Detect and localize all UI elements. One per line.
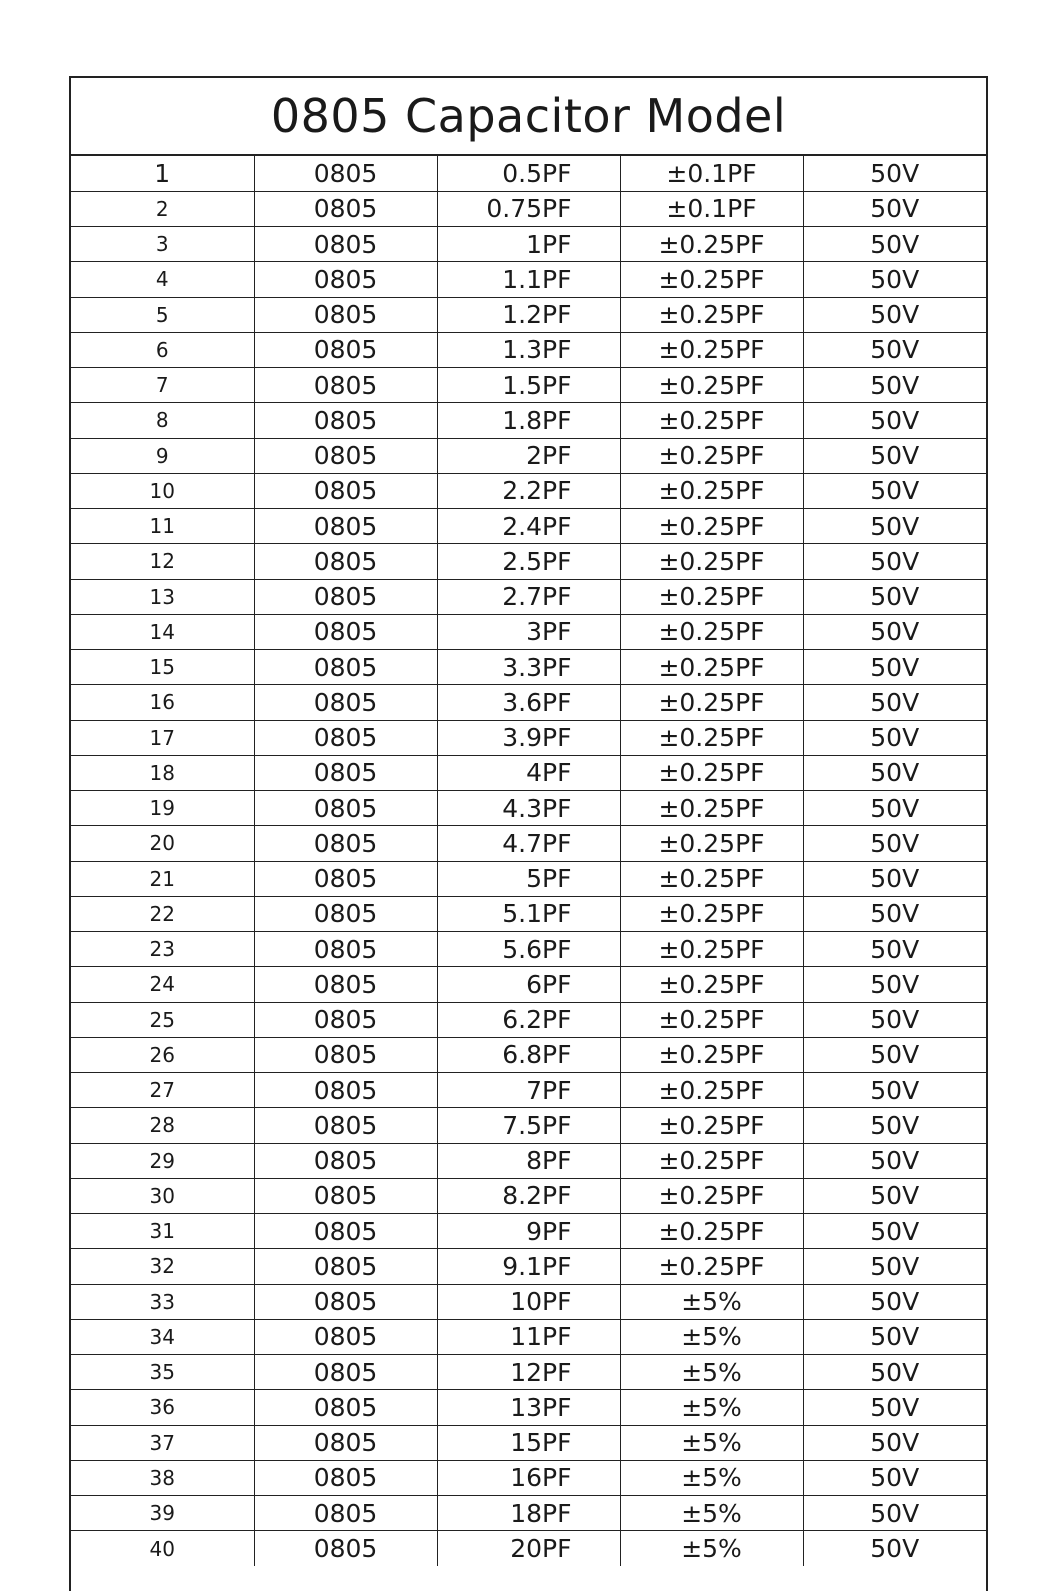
- tolerance-cell: ±0.25PF: [620, 720, 803, 755]
- package-size-cell: 0805: [254, 438, 437, 473]
- row-number-cell: 39: [71, 1496, 254, 1531]
- capacitance-cell: 8PF: [437, 1143, 620, 1178]
- capacitance-cell: 5.1PF: [437, 896, 620, 931]
- capacitance-cell: 5.6PF: [437, 932, 620, 967]
- voltage-cell: 50V: [803, 755, 986, 790]
- row-number-cell: 25: [71, 1002, 254, 1037]
- row-number-cell: 2: [71, 191, 254, 226]
- table-row: [71, 1037, 986, 1072]
- table-row: [71, 896, 986, 931]
- package-size-cell: 0805: [254, 614, 437, 649]
- voltage-cell: 50V: [803, 1037, 986, 1072]
- tolerance-cell: ±0.25PF: [620, 473, 803, 508]
- table-row: [71, 967, 986, 1002]
- row-number-cell: 16: [71, 685, 254, 720]
- package-size-cell: 0805: [254, 332, 437, 367]
- row-number-cell: 22: [71, 896, 254, 931]
- capacitance-cell: 7PF: [437, 1073, 620, 1108]
- capacitance-cell: 5PF: [437, 861, 620, 896]
- row-number-cell: 27: [71, 1073, 254, 1108]
- tolerance-cell: ±0.25PF: [620, 332, 803, 367]
- package-size-cell: 0805: [254, 1073, 437, 1108]
- package-size-cell: 0805: [254, 156, 437, 191]
- voltage-cell: 50V: [803, 509, 986, 544]
- capacitance-cell: 4.3PF: [437, 791, 620, 826]
- tolerance-cell: ±0.25PF: [620, 896, 803, 931]
- capacitance-cell: 4PF: [437, 755, 620, 790]
- row-number-cell: 19: [71, 791, 254, 826]
- table-row: [71, 191, 986, 226]
- tolerance-cell: ±0.25PF: [620, 1214, 803, 1249]
- row-number-cell: 28: [71, 1108, 254, 1143]
- voltage-cell: 50V: [803, 191, 986, 226]
- capacitance-cell: 6.8PF: [437, 1037, 620, 1072]
- capacitance-cell: 0.75PF: [437, 191, 620, 226]
- tolerance-cell: ±0.25PF: [620, 227, 803, 262]
- voltage-cell: 50V: [803, 650, 986, 685]
- row-number-cell: 35: [71, 1355, 254, 1390]
- voltage-cell: 50V: [803, 403, 986, 438]
- package-size-cell: 0805: [254, 191, 437, 226]
- capacitance-cell: 2.4PF: [437, 509, 620, 544]
- package-size-cell: 0805: [254, 650, 437, 685]
- table-row: [71, 1143, 986, 1178]
- capacitance-cell: 1.3PF: [437, 332, 620, 367]
- package-size-cell: 0805: [254, 1531, 437, 1566]
- package-size-cell: 0805: [254, 1178, 437, 1213]
- voltage-cell: 50V: [803, 1355, 986, 1390]
- voltage-cell: 50V: [803, 1108, 986, 1143]
- row-number-cell: 12: [71, 544, 254, 579]
- voltage-cell: 50V: [803, 1178, 986, 1213]
- voltage-cell: 50V: [803, 861, 986, 896]
- row-number-cell: 36: [71, 1390, 254, 1425]
- capacitance-cell: 9PF: [437, 1214, 620, 1249]
- table-row: [71, 473, 986, 508]
- table-row: [71, 861, 986, 896]
- voltage-cell: 50V: [803, 227, 986, 262]
- table-row: [71, 1249, 986, 1284]
- table-row: [71, 755, 986, 790]
- tolerance-cell: ±0.25PF: [620, 403, 803, 438]
- tolerance-cell: ±5%: [620, 1425, 803, 1460]
- tolerance-cell: ±5%: [620, 1496, 803, 1531]
- voltage-cell: 50V: [803, 1214, 986, 1249]
- row-number-cell: 26: [71, 1037, 254, 1072]
- voltage-cell: 50V: [803, 332, 986, 367]
- capacitance-cell: 9.1PF: [437, 1249, 620, 1284]
- table-row: [71, 1284, 986, 1319]
- package-size-cell: 0805: [254, 544, 437, 579]
- table-row: [71, 332, 986, 367]
- capacitance-cell: 2.5PF: [437, 544, 620, 579]
- package-size-cell: 0805: [254, 1284, 437, 1319]
- row-number-cell: 1: [71, 156, 254, 191]
- table-row: [71, 544, 986, 579]
- tolerance-cell: ±0.25PF: [620, 685, 803, 720]
- table-row: [71, 614, 986, 649]
- package-size-cell: 0805: [254, 685, 437, 720]
- tolerance-cell: ±0.25PF: [620, 650, 803, 685]
- tolerance-cell: ±0.25PF: [620, 1037, 803, 1072]
- capacitor-table-body: [71, 156, 986, 1566]
- row-number-cell: 33: [71, 1284, 254, 1319]
- capacitance-cell: 8.2PF: [437, 1178, 620, 1213]
- capacitance-cell: 1PF: [437, 227, 620, 262]
- table-row: [71, 1214, 986, 1249]
- row-number-cell: 13: [71, 579, 254, 614]
- voltage-cell: 50V: [803, 1073, 986, 1108]
- tolerance-cell: ±0.25PF: [620, 368, 803, 403]
- tolerance-cell: ±0.25PF: [620, 509, 803, 544]
- package-size-cell: 0805: [254, 826, 437, 861]
- capacitance-cell: 2.2PF: [437, 473, 620, 508]
- package-size-cell: 0805: [254, 1496, 437, 1531]
- voltage-cell: 50V: [803, 791, 986, 826]
- capacitance-cell: 20PF: [437, 1531, 620, 1566]
- package-size-cell: 0805: [254, 262, 437, 297]
- voltage-cell: 50V: [803, 1496, 986, 1531]
- package-size-cell: 0805: [254, 791, 437, 826]
- capacitance-cell: 4.7PF: [437, 826, 620, 861]
- voltage-cell: 50V: [803, 614, 986, 649]
- table-row: [71, 1002, 986, 1037]
- table-row: [71, 509, 986, 544]
- table-row: [71, 1460, 986, 1495]
- table-row: [71, 1073, 986, 1108]
- tolerance-cell: ±0.25PF: [620, 262, 803, 297]
- table-row: [71, 403, 986, 438]
- voltage-cell: 50V: [803, 1425, 986, 1460]
- table-row: [71, 297, 986, 332]
- row-number-cell: 34: [71, 1319, 254, 1354]
- table-row: [71, 227, 986, 262]
- tolerance-cell: ±5%: [620, 1319, 803, 1354]
- table-row: [71, 1531, 986, 1566]
- tolerance-cell: ±0.25PF: [620, 438, 803, 473]
- voltage-cell: 50V: [803, 826, 986, 861]
- row-number-cell: 37: [71, 1425, 254, 1460]
- table-row: [71, 650, 986, 685]
- voltage-cell: 50V: [803, 544, 986, 579]
- capacitance-cell: 12PF: [437, 1355, 620, 1390]
- package-size-cell: 0805: [254, 1214, 437, 1249]
- tolerance-cell: ±0.25PF: [620, 755, 803, 790]
- tolerance-cell: ±0.25PF: [620, 544, 803, 579]
- package-size-cell: 0805: [254, 473, 437, 508]
- voltage-cell: 50V: [803, 297, 986, 332]
- capacitance-cell: 11PF: [437, 1319, 620, 1354]
- table-row: [71, 720, 986, 755]
- voltage-cell: 50V: [870, 1534, 920, 1564]
- tolerance-cell: ±0.25PF: [620, 932, 803, 967]
- row-number-cell: 4: [71, 262, 254, 297]
- capacitance-cell: 6PF: [437, 967, 620, 1002]
- voltage-cell: 50V: [803, 1002, 986, 1037]
- package-size-cell: 0805: [254, 368, 437, 403]
- capacitance-cell: 1.1PF: [437, 262, 620, 297]
- capacitance-cell: 1.5PF: [437, 368, 620, 403]
- capacitance-cell: 1.8PF: [437, 403, 620, 438]
- package-size-cell: 0805: [254, 1319, 437, 1354]
- table-row: [71, 1496, 986, 1531]
- row-number-cell: 3: [71, 227, 254, 262]
- voltage-cell: 50V: [803, 368, 986, 403]
- tolerance-cell: ±0.25PF: [620, 791, 803, 826]
- package-size-cell: 0805: [254, 861, 437, 896]
- table-row: [71, 1319, 986, 1354]
- table-row: [71, 262, 986, 297]
- row-number-cell: 11: [71, 509, 254, 544]
- tolerance-cell: ±0.25PF: [620, 1108, 803, 1143]
- package-size-cell: 0805: [254, 755, 437, 790]
- capacitance-cell: 2PF: [437, 438, 620, 473]
- row-number-cell: 15: [71, 650, 254, 685]
- row-number-cell: 29: [71, 1143, 254, 1178]
- row-number-cell: 14: [71, 614, 254, 649]
- tolerance-cell: ±0.1PF: [620, 191, 803, 226]
- row-number-cell: 17: [71, 720, 254, 755]
- package-size-cell: 0805: [254, 1390, 437, 1425]
- voltage-cell: 50V: [803, 720, 986, 755]
- tolerance-cell: ±5%: [620, 1460, 803, 1495]
- package-size-cell: 0805: [254, 1249, 437, 1284]
- capacitance-cell: 2.7PF: [437, 579, 620, 614]
- tolerance-cell: ±0.25PF: [620, 826, 803, 861]
- page-title: 0805 Capacitor Model: [71, 78, 986, 156]
- row-number-cell: 31: [71, 1214, 254, 1249]
- voltage-cell: 50V: [803, 438, 986, 473]
- capacitance-cell: 10PF: [437, 1284, 620, 1319]
- table-row: [71, 1178, 986, 1213]
- table-row: [71, 156, 986, 191]
- table-row: [71, 932, 986, 967]
- voltage-cell: 50V: [803, 262, 986, 297]
- package-size-cell: 0805: [254, 509, 437, 544]
- capacitance-cell: 7.5PF: [437, 1108, 620, 1143]
- package-size-cell: 0805: [254, 1425, 437, 1460]
- capacitance-cell: 6.2PF: [437, 1002, 620, 1037]
- package-size-cell: 0805: [254, 227, 437, 262]
- package-size-cell: 0805: [254, 1002, 437, 1037]
- voltage-cell: 50V: [803, 1319, 986, 1354]
- row-number-cell: 23: [71, 932, 254, 967]
- tolerance-cell: ±5%: [620, 1531, 803, 1566]
- package-size-cell: 0805: [254, 720, 437, 755]
- table-row: [71, 685, 986, 720]
- capacitance-cell: 3.6PF: [437, 685, 620, 720]
- table-row: [71, 1425, 986, 1460]
- package-size-cell: 0805: [254, 1037, 437, 1072]
- voltage-cell: 50V: [803, 1390, 986, 1425]
- row-number-cell: 30: [71, 1178, 254, 1213]
- package-size-cell: 0805: [254, 896, 437, 931]
- row-number-cell: 21: [71, 861, 254, 896]
- row-number-cell: 20: [71, 826, 254, 861]
- table-row: [71, 1108, 986, 1143]
- capacitance-cell: 0.5PF: [437, 156, 620, 191]
- capacitor-table: [71, 156, 986, 1566]
- capacitance-cell: 3.3PF: [437, 650, 620, 685]
- package-size-cell: 0805: [254, 967, 437, 1002]
- row-number-cell: 9: [71, 438, 254, 473]
- package-size-cell: 0805: [254, 932, 437, 967]
- voltage-cell: 50V: [803, 473, 986, 508]
- table-row: [71, 438, 986, 473]
- tolerance-cell: ±0.25PF: [620, 614, 803, 649]
- voltage-cell: 50V: [803, 156, 986, 191]
- tolerance-cell: ±0.25PF: [620, 1249, 803, 1284]
- tolerance-cell: ±5%: [620, 1284, 803, 1319]
- tolerance-cell: ±0.25PF: [620, 1143, 803, 1178]
- row-number-cell: 6: [71, 332, 254, 367]
- row-number-cell: 32: [71, 1249, 254, 1284]
- tolerance-cell: ±0.1PF: [620, 156, 803, 191]
- table-row: [71, 1390, 986, 1425]
- capacitance-cell: 1.2PF: [437, 297, 620, 332]
- capacitance-cell: 16PF: [437, 1460, 620, 1495]
- row-number-cell: 38: [71, 1460, 254, 1495]
- voltage-cell: 50V: [803, 1460, 986, 1495]
- voltage-cell: 50V: [803, 1249, 986, 1284]
- voltage-cell: 50V: [803, 1143, 986, 1178]
- capacitance-cell: 13PF: [437, 1390, 620, 1425]
- tolerance-cell: ±0.25PF: [620, 967, 803, 1002]
- tolerance-cell: ±0.25PF: [620, 1178, 803, 1213]
- package-size-cell: 0805: [254, 1355, 437, 1390]
- capacitance-cell: 18PF: [437, 1496, 620, 1531]
- voltage-cell: 50V: [803, 967, 986, 1002]
- row-number-cell: 24: [71, 967, 254, 1002]
- capacitance-cell: 3PF: [437, 614, 620, 649]
- row-number-cell: 10: [71, 473, 254, 508]
- row-number-cell: 7: [71, 368, 254, 403]
- table-row: [71, 826, 986, 861]
- tolerance-cell: ±0.25PF: [620, 1073, 803, 1108]
- tolerance-cell: ±0.25PF: [620, 861, 803, 896]
- voltage-cell: 50V: [803, 932, 986, 967]
- package-size-cell: 0805: [254, 403, 437, 438]
- voltage-cell: 50V: [803, 579, 986, 614]
- package-size-cell: 0805: [254, 1108, 437, 1143]
- table-row: [71, 579, 986, 614]
- voltage-cell: 50V: [803, 685, 986, 720]
- table-row: [71, 368, 986, 403]
- tolerance-cell: ±5%: [620, 1355, 803, 1390]
- capacitance-cell: 15PF: [437, 1425, 620, 1460]
- row-number-cell: 18: [71, 755, 254, 790]
- package-size-cell: 0805: [254, 1460, 437, 1495]
- voltage-cell: 50V: [803, 1284, 986, 1319]
- package-size-cell: 0805: [254, 1143, 437, 1178]
- voltage-cell: 50V: [803, 896, 986, 931]
- tolerance-cell: ±0.25PF: [620, 579, 803, 614]
- row-number-cell: 8: [71, 403, 254, 438]
- row-number-cell: 5: [71, 297, 254, 332]
- row-number-cell: 40: [71, 1531, 254, 1566]
- package-size-cell: 0805: [254, 297, 437, 332]
- table-row: [71, 1355, 986, 1390]
- tolerance-cell: ±0.25PF: [620, 297, 803, 332]
- tolerance-cell: ±0.25PF: [620, 1002, 803, 1037]
- tolerance-cell: ±5%: [620, 1390, 803, 1425]
- table-row: [71, 791, 986, 826]
- capacitance-cell: 3.9PF: [437, 720, 620, 755]
- capacitor-sheet: [69, 76, 988, 1591]
- package-size-cell: 0805: [254, 579, 437, 614]
